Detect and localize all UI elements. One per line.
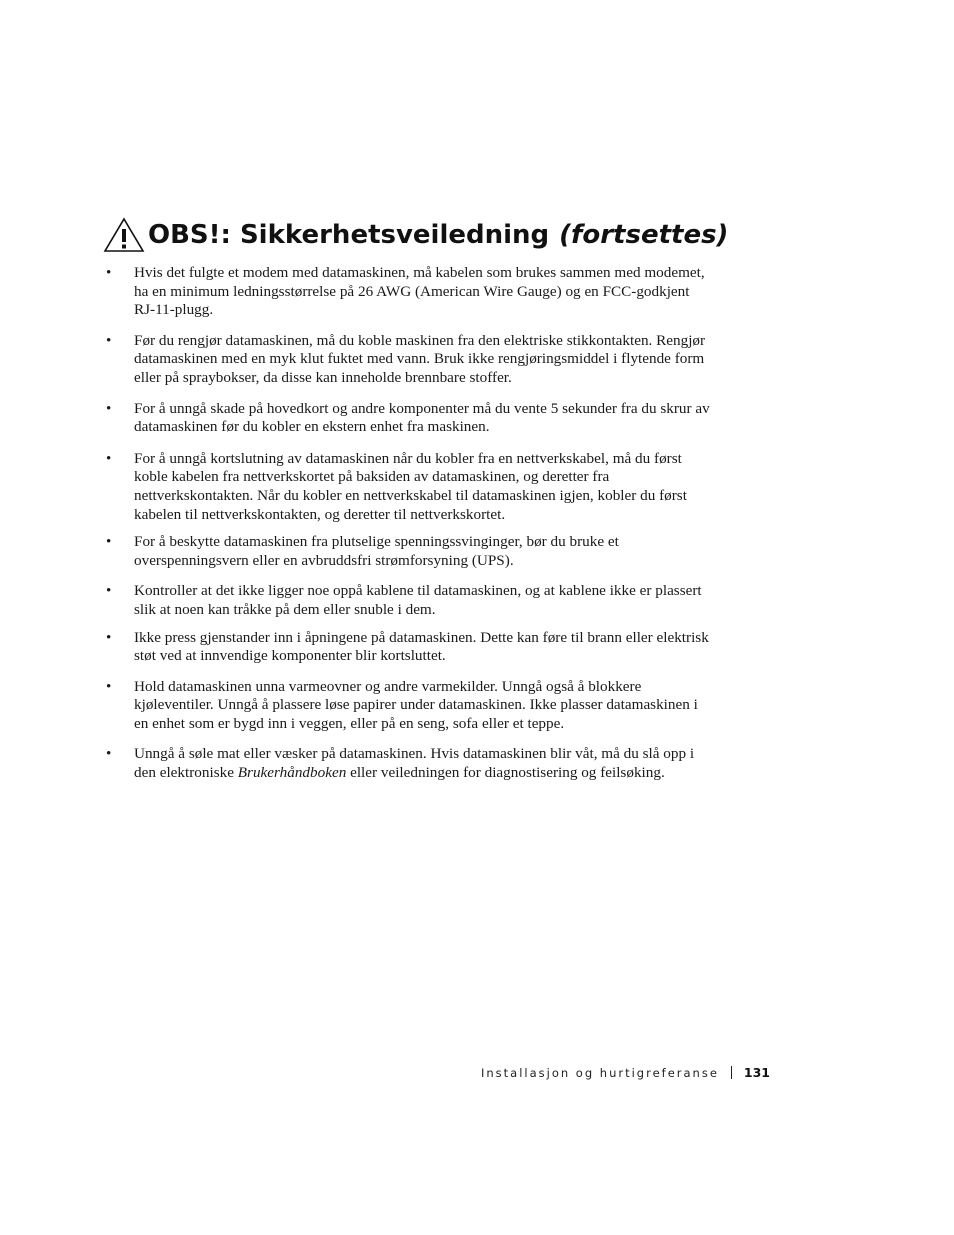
list-item-text: Kontroller at det ikke ligger noe oppå kablene til datamaskinen, og at kablene ikke er plassert slik at noen kan tråkke på dem eller snuble i dem. <box>134 582 702 618</box>
list-item-text: For å unngå skade på hovedkort og andre komponenter må du vente 5 sekunder fra du skrur av datamaskinen før du kobler en ekstern enhet fra maskinen. <box>134 399 710 436</box>
bullet-dot: • <box>106 677 112 695</box>
list-item <box>106 678 712 734</box>
safety-instructions-list <box>106 264 712 783</box>
heading-continued: (fortsettes) <box>559 220 729 250</box>
list-item <box>106 332 712 388</box>
list-item <box>106 450 712 524</box>
footer-separator <box>731 1066 732 1079</box>
list-item-text <box>134 745 694 781</box>
list-item-text: Ikke press gjenstander inn i åpningene på datamaskinen. Dette kan føre til brann eller elektrisk støt ved at innvendige komponenter blir kortsluttet. <box>134 628 709 665</box>
list-item <box>106 582 712 619</box>
bullet-dot: • <box>106 449 112 467</box>
list-item <box>106 745 712 782</box>
list-item-text: Før du rengjør datamaskinen, må du koble maskinen fra den elektriske stikkontakten. Rengjør datamaskinen med en myk klut fuktet med vann. Bruk ikke rengjøringsmiddel i flytende form eller på spraybokser, da disse kan inneholde brennbare stoffer. <box>134 331 706 386</box>
list-item-text: For å beskytte datamaskinen fra plutselige spenningssvinginger, bør du bruke et overspenningsvern eller en avbruddsfri strømforsyning (UPS). <box>134 533 619 569</box>
heading-title: OBS!: Sikkerhetsveiledning <box>148 220 550 250</box>
bullet-dot: • <box>106 264 112 281</box>
list-item-text-before: Unngå å søle mat eller væsker på datamaskinen. Hvis datamaskinen blir våt, må du slå opp i den elektroniske <box>134 745 695 782</box>
list-item-text-after: eller veiledningen for diagnostisering og feilsøking. <box>346 764 665 782</box>
manual-title: Brukerhåndboken <box>237 764 347 782</box>
page-number: 131 <box>743 1065 770 1080</box>
warning-triangle-icon <box>102 216 146 254</box>
bullet-dot: • <box>106 582 112 600</box>
bullet-dot: • <box>106 745 112 763</box>
bullet-dot: • <box>106 399 112 417</box>
list-item <box>106 400 712 437</box>
page-footer <box>0 1062 770 1081</box>
list-item-text: Hvis det fulgte et modem med datamaskinen, må kabelen som brukes sammen med modemet, ha en minimum ledningsstørrelse på 26 AWG (American Wire Gauge) og en FCC-godkjent RJ-11-plugg. <box>134 264 705 319</box>
list-item <box>106 533 712 570</box>
list-item-text: Hold datamaskinen unna varmeovner og andre varmekilder. Unngå også å blokkere kjøleventiler. Unngå å plassere løse papirer under datamaskinen. Ikke plasser datamaskinen i en enhet som er bygd inn i veggen, eller på en seng, sofa eller et teppe. <box>134 677 698 732</box>
list-item <box>106 629 712 666</box>
bullet-dot: • <box>106 628 112 646</box>
list-item-text: For å unngå kortslutning av datamaskinen når du kobler fra en nettverkskabel, må du først koble kabelen fra nettverkskortet på baksiden av datamaskinen, og deretter fra nettverkskontakten. Når du kobler en nettverkskabel til datamaskinen igjen, kobler du først kabelen til nettverkskontakten, og deretter til nettverkskortet. <box>134 449 687 523</box>
section-heading <box>102 214 728 256</box>
footer-section-title: Installasjon og hurtigreferanse <box>480 1066 719 1080</box>
bullet-dot: • <box>106 331 112 349</box>
list-item <box>106 264 712 320</box>
bullet-dot: • <box>106 533 112 551</box>
